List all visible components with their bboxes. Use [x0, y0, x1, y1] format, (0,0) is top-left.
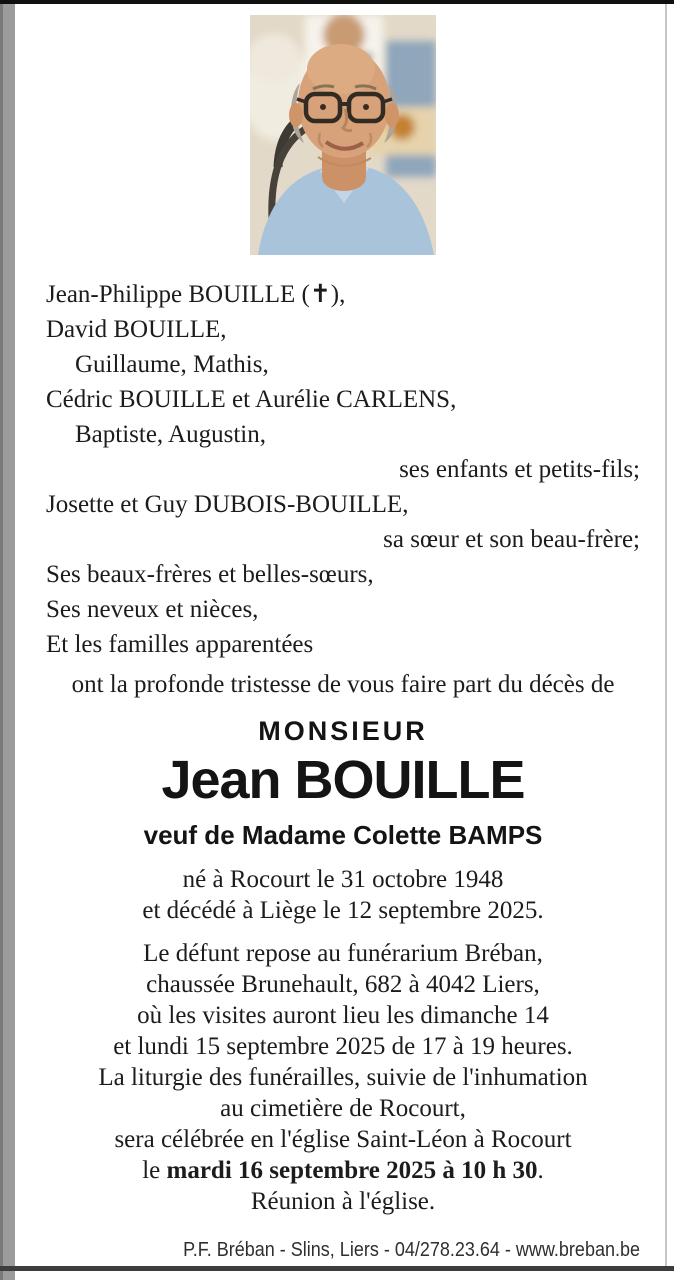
scan-left-band — [0, 0, 15, 1280]
funeral-line: chaussée Brunehault, 682 à 4042 Liers, — [146, 971, 540, 998]
scan-bottom-rule — [0, 1266, 674, 1271]
funeral-line: au cimetière de Rocourt, — [220, 1095, 466, 1122]
family-member: Et les familles apparentées — [46, 631, 314, 658]
funeral-line: sera célébrée en l'église Saint-Léon à Rocourt — [114, 1126, 572, 1153]
family-member: Ses neveux et nièces, — [46, 596, 259, 623]
funeral-line: La liturgie des funérailles, suivie de l'inhumation — [98, 1064, 588, 1091]
notice-body — [46, 277, 640, 1262]
scan-top-bar — [0, 0, 674, 4]
portrait-photo-illustration — [250, 15, 436, 255]
funeral-home-footer: P.F. Bréban - Slins, Liers - 04/278.23.64 - www.breban.be — [183, 1239, 640, 1261]
funeral-line: Le défunt repose au funérarium Bréban, — [143, 940, 543, 967]
family-member: Jean-Philippe BOUILLE (✝), — [46, 281, 346, 308]
funeral-line: où les visites auront lieu les dimanche 14 — [137, 1002, 549, 1029]
family-list — [46, 277, 640, 662]
relation-label: ses enfants et petits-fils; — [399, 456, 640, 483]
closing-line: Réunion à l'église. — [250, 1188, 436, 1215]
family-member: Cédric BOUILLE et Aurélie CARLENS, — [46, 386, 457, 413]
widower-line: veuf de Madame Colette BAMPS — [143, 820, 543, 850]
ceremony-date: mardi 16 septembre 2025 à 10 h 30 — [166, 1157, 538, 1184]
family-member: Josette et Guy DUBOIS-BOUILLE, — [46, 491, 409, 518]
family-member: David BOUILLE, — [46, 316, 227, 343]
birth-line: né à Rocourt le 31 octobre 1948 — [182, 866, 504, 893]
deceased-name: Jean BOUILLE — [161, 750, 525, 810]
family-member: Baptiste, Augustin, — [75, 421, 266, 448]
relation-label: sa sœur et son beau-frère; — [383, 526, 640, 553]
funeral-details — [46, 938, 640, 1217]
ceremony-date-line — [46, 1155, 640, 1186]
announcement-intro: ont la profonde tristesse de vous faire part du décès de — [71, 671, 615, 698]
death-line: et décédé à Liège le 12 septembre 2025. — [142, 897, 544, 924]
scan-right-rule — [665, 4, 667, 1266]
family-member: Ses beaux-frères et belles-sœurs, — [46, 561, 374, 588]
birth-death-block — [46, 864, 640, 926]
ceremony-prefix: le — [142, 1157, 167, 1184]
family-member: Guillaume, Mathis, — [75, 351, 269, 378]
portrait-photo — [250, 15, 436, 255]
funeral-line: et lundi 15 septembre 2025 de 17 à 19 heures. — [113, 1033, 573, 1060]
ceremony-suffix: . — [537, 1157, 544, 1184]
title-prefix: MONSIEUR — [258, 716, 428, 746]
